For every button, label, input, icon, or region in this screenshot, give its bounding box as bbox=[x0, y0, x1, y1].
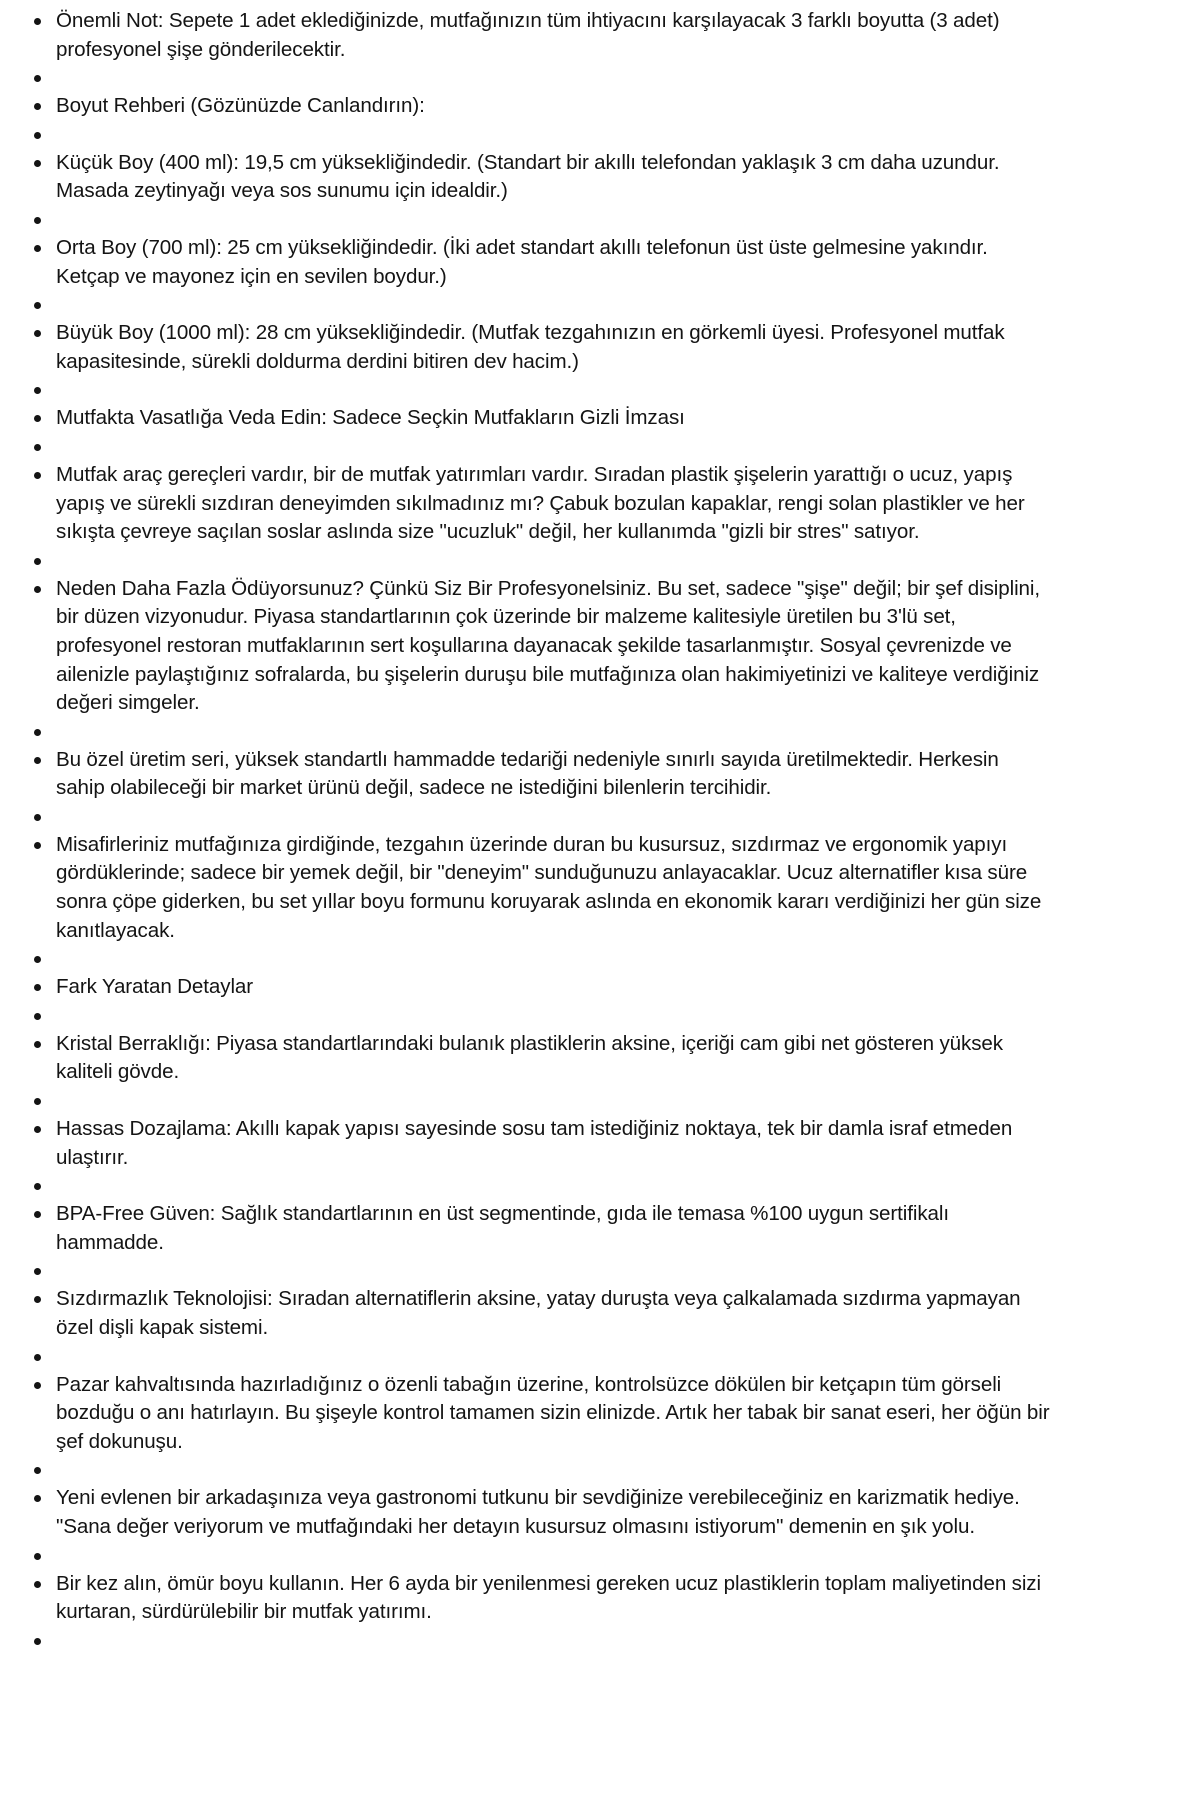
bullet-paragraph: Kristal Berraklığı: Piyasa standartlarındaki bulanık plastiklerin aksine, içeriği cam gibi net gösteren yüksek kaliteli gövde. bbox=[18, 1029, 1050, 1088]
bullet-spacer bbox=[18, 1258, 1050, 1284]
bullet-spacer bbox=[18, 292, 1050, 318]
bullet-paragraph: Bir kez alın, ömür boyu kullanın. Her 6 ayda bir yenilenmesi gereken ucuz plastiklerin toplam maliyetinden sizi kurtaran, sürdürülebilir bir mutfak yatırımı. bbox=[18, 1569, 1050, 1628]
bullet-spacer bbox=[18, 1543, 1050, 1569]
bullet-paragraph: Hassas Dozajlama: Akıllı kapak yapısı sayesinde sosu tam istediğiniz noktaya, tek bir damla israf etmeden ulaştırır. bbox=[18, 1114, 1050, 1173]
bullet-spacer bbox=[18, 1003, 1050, 1029]
bullet-paragraph: Yeni evlenen bir arkadaşınıza veya gastronomi tutkunu bir sevdiğinize verebileceğiniz en karizmatik hediye. "Sana değer veriyorum ve mutfağındaki her detayın kusursuz olmasını istiyorum" demenin en şık yolu. bbox=[18, 1483, 1050, 1542]
bullet-spacer bbox=[18, 1344, 1050, 1370]
bullet-spacer bbox=[18, 719, 1050, 745]
bullet-paragraph: Mutfakta Vasatlığa Veda Edin: Sadece Seçkin Mutfakların Gizli İmzası bbox=[18, 403, 1050, 434]
bullet-spacer bbox=[18, 65, 1050, 91]
bullet-spacer bbox=[18, 1457, 1050, 1483]
bullet-paragraph: BPA-Free Güven: Sağlık standartlarının en üst segmentinde, gıda ile temasa %100 uygun sertifikalı hammadde. bbox=[18, 1199, 1050, 1258]
bullet-paragraph: Bu özel üretim seri, yüksek standartlı hammadde tedariği nedeniyle sınırlı sayıda üretilmektedir. Herkesin sahip olabileceği bir market ürünü değil, sadece ne istediğini bilenlerin tercihidir. bbox=[18, 745, 1050, 804]
bullet-spacer bbox=[18, 804, 1050, 830]
bullet-paragraph: Neden Daha Fazla Ödüyorsunuz? Çünkü Siz Bir Profesyonelsiniz. Bu set, sadece "şişe" değil; bir şef disiplini, bir düzen vizyonudur. Piyasa standartlarının çok üzerinde bir malzeme kalitesiyle üretilen bu 3'lü set, profesyonel restoran mutfaklarının sert koşullarına dayanacak şekilde tasarlanmıştır. Sosyal çevrenizde ve ailenizle paylaştığınız sofralarda, bu şişelerin duruşu bile mutfağınıza olan hakimiyetinizi ve kaliteye verdiğiniz değeri simgeler. bbox=[18, 574, 1050, 719]
bullet-spacer bbox=[18, 434, 1050, 460]
bullet-spacer bbox=[18, 1173, 1050, 1199]
product-description-bullet-list bbox=[18, 6, 1050, 1654]
bullet-paragraph: Orta Boy (700 ml): 25 cm yüksekliğindedir. (İki adet standart akıllı telefonun üst üste gelmesine yakındır. Ketçap ve mayonez için en sevilen boydur.) bbox=[18, 233, 1050, 292]
bullet-paragraph: Pazar kahvaltısında hazırladığınız o özenli tabağın üzerine, kontrolsüzce dökülen bir ketçapın tüm görseli bozduğu o anı hatırlayın. Bu şişeyle kontrol tamamen sizin elinizde. Artık her tabak bir sanat eseri, her öğün bir şef dokunuşu. bbox=[18, 1370, 1050, 1458]
bullet-spacer bbox=[18, 1628, 1050, 1654]
bullet-spacer bbox=[18, 122, 1050, 148]
bullet-paragraph: Sızdırmazlık Teknolojisi: Sıradan alternatiflerin aksine, yatay duruşta veya çalkalamada sızdırma yapmayan özel dişli kapak sistemi. bbox=[18, 1284, 1050, 1343]
bullet-spacer bbox=[18, 377, 1050, 403]
bullet-paragraph: Fark Yaratan Detaylar bbox=[18, 972, 1050, 1003]
bullet-paragraph: Önemli Not: Sepete 1 adet eklediğinizde, mutfağınızın tüm ihtiyacını karşılayacak 3 farklı boyutta (3 adet) profesyonel şişe gönderilecektir. bbox=[18, 6, 1050, 65]
bullet-spacer bbox=[18, 207, 1050, 233]
bullet-paragraph: Mutfak araç gereçleri vardır, bir de mutfak yatırımları vardır. Sıradan plastik şişelerin yarattığı o ucuz, yapış yapış ve sürekli sızdıran deneyimden sıkılmadınız mı? Çabuk bozulan kapaklar, rengi solan plastikler ve her sıkışta çevreye saçılan soslar aslında size "ucuzluk" değil, her kullanımda "gizli bir stres" satıyor. bbox=[18, 460, 1050, 548]
bullet-spacer bbox=[18, 946, 1050, 972]
bullet-spacer bbox=[18, 548, 1050, 574]
bullet-paragraph: Boyut Rehberi (Gözünüzde Canlandırın): bbox=[18, 91, 1050, 122]
bullet-spacer bbox=[18, 1088, 1050, 1114]
bullet-paragraph: Küçük Boy (400 ml): 19,5 cm yüksekliğindedir. (Standart bir akıllı telefondan yaklaşık 3 cm daha uzundur. Masada zeytinyağı veya sos sunumu için idealdir.) bbox=[18, 148, 1050, 207]
bullet-paragraph: Büyük Boy (1000 ml): 28 cm yüksekliğindedir. (Mutfak tezgahınızın en görkemli üyesi. Profesyonel mutfak kapasitesinde, sürekli doldurma derdini bitiren dev hacim.) bbox=[18, 318, 1050, 377]
bullet-paragraph: Misafirleriniz mutfağınıza girdiğinde, tezgahın üzerinde duran bu kusursuz, sızdırmaz ve ergonomik yapıyı gördüklerinde; sadece bir yemek değil, bir "deneyim" sunduğunuzu anlayacaklar. Ucuz alternatifler kısa süre sonra çöpe giderken, bu set yıllar boyu formunu koruyarak aslında en ekonomik kararı verdiğinizi her gün size kanıtlayacak. bbox=[18, 830, 1050, 946]
